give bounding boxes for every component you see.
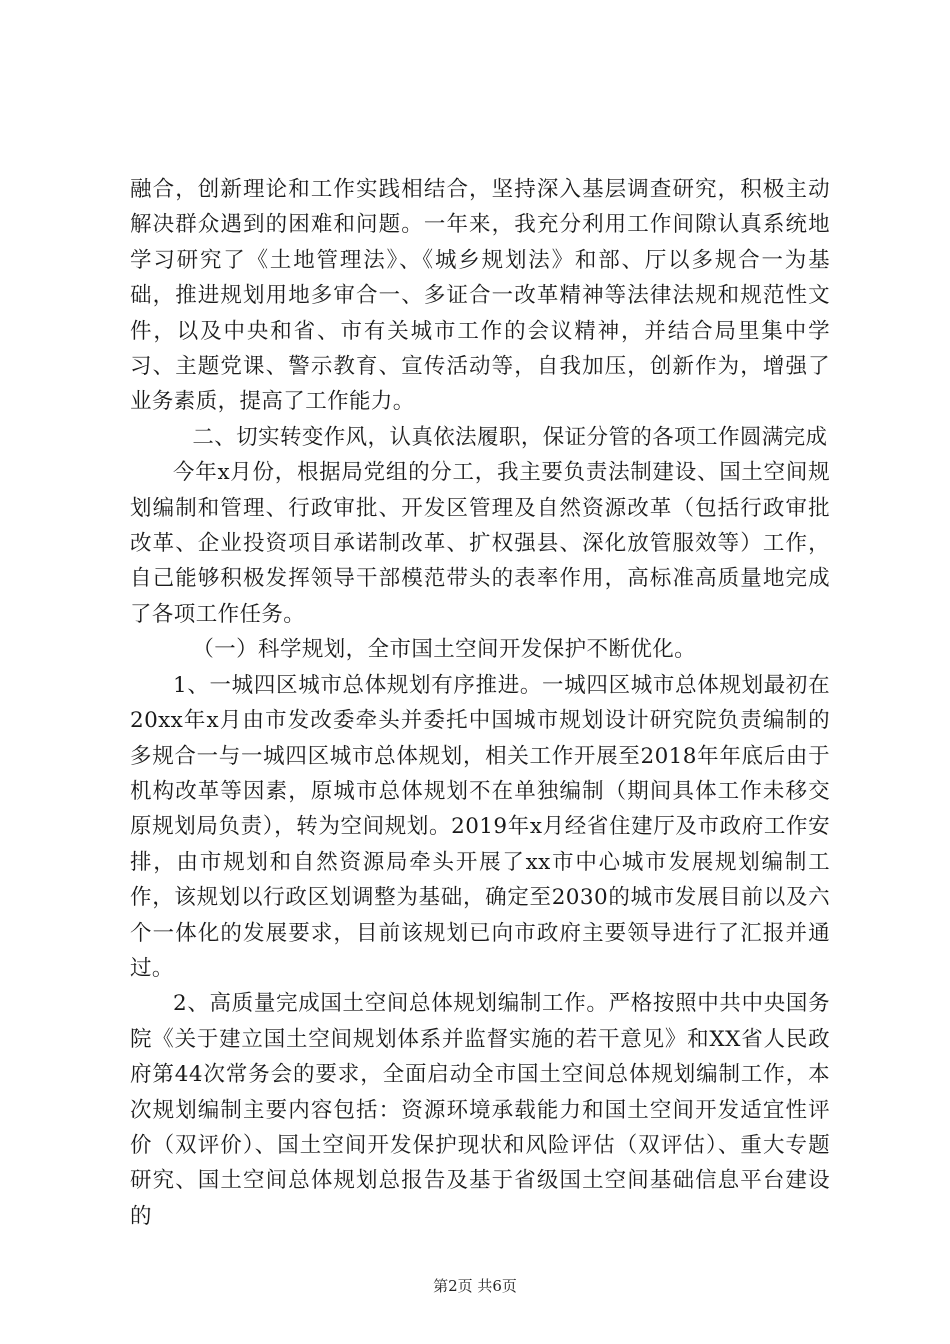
- paragraph-item-two: 2、高质量完成国土空间总体规划编制工作。严格按照中共中央国务院《关于建立国土空间规划体系并监督实施的若干意见》和XX省人民政府第44次常务会的要求，全面启动全市国土空间总体规划编制工作，本次规划编制主要内容包括：资源环境承载能力和国土空间开发适宜性评价（双评价）、国土空间开发保护现状和风险评估（双评估）、重大专题研究、国土空间总体规划总报告及基于省级国土空间基础信息平台建设的: [130, 991, 830, 1229]
- section-heading-two: 二、切实转变作风，认真依法履职，保证分管的各项工作圆满完成: [192, 424, 828, 450]
- page-footer: 第2页 共6页: [433, 1277, 517, 1295]
- document-body: [130, 172, 830, 1234]
- paragraph-study-continuation: 融合，创新理论和工作实践相结合，坚持深入基层调查研究，积极主动解决群众遇到的困难和问题。一年来，我充分利用工作间隙认真系统地学习研究了《土地管理法》、《城乡规划法》和部、厅以多规合一为基础，推进规划用地多审合一、多证合一改革精神等法律法规和规范性文件，以及中央和省、市有关城市工作的会议精神，并结合局里集中学习、主题党课、警示教育、宣传活动等，自我加压，创新作为，增强了业务素质，提高了工作能力。: [130, 177, 830, 415]
- paragraph-item-one: 1、一城四区城市总体规划有序推进。一城四区城市总体规划最初在20xx年x月由市发改委牵头并委托中国城市规划设计研究院负责编制的多规合一与一城四区城市总体规划，相关工作开展至2018年年底后由于机构改革等因素，原城市总体规划不在单独编制（期间具体工作未移交原规划局负责），转为空间规划。2019年x月经省住建厅及市政府工作安排，由市规划和自然资源局牵头开展了xx市中心城市发展规划编制工作，该规划以行政区划调整为基础，确定至2030的城市发展目前以及六个一体化的发展要求，目前该规划已向市政府主要领导进行了汇报并通过。: [130, 672, 830, 981]
- paragraph-responsibilities: 今年x月份，根据局党组的分工，我主要负责法制建设、国土空间规划编制和管理、行政审批、开发区管理及自然资源改革（包括行政审批改革、企业投资项目承诺制改革、扩权强县、深化放管服效等）工作，自己能够积极发挥领导干部模范带头的表率作用，高标准高质量地完成了各项工作任务。: [130, 460, 830, 627]
- subsection-heading-one: （一）科学规划，全市国土空间开发保护不断优化。: [192, 637, 697, 663]
